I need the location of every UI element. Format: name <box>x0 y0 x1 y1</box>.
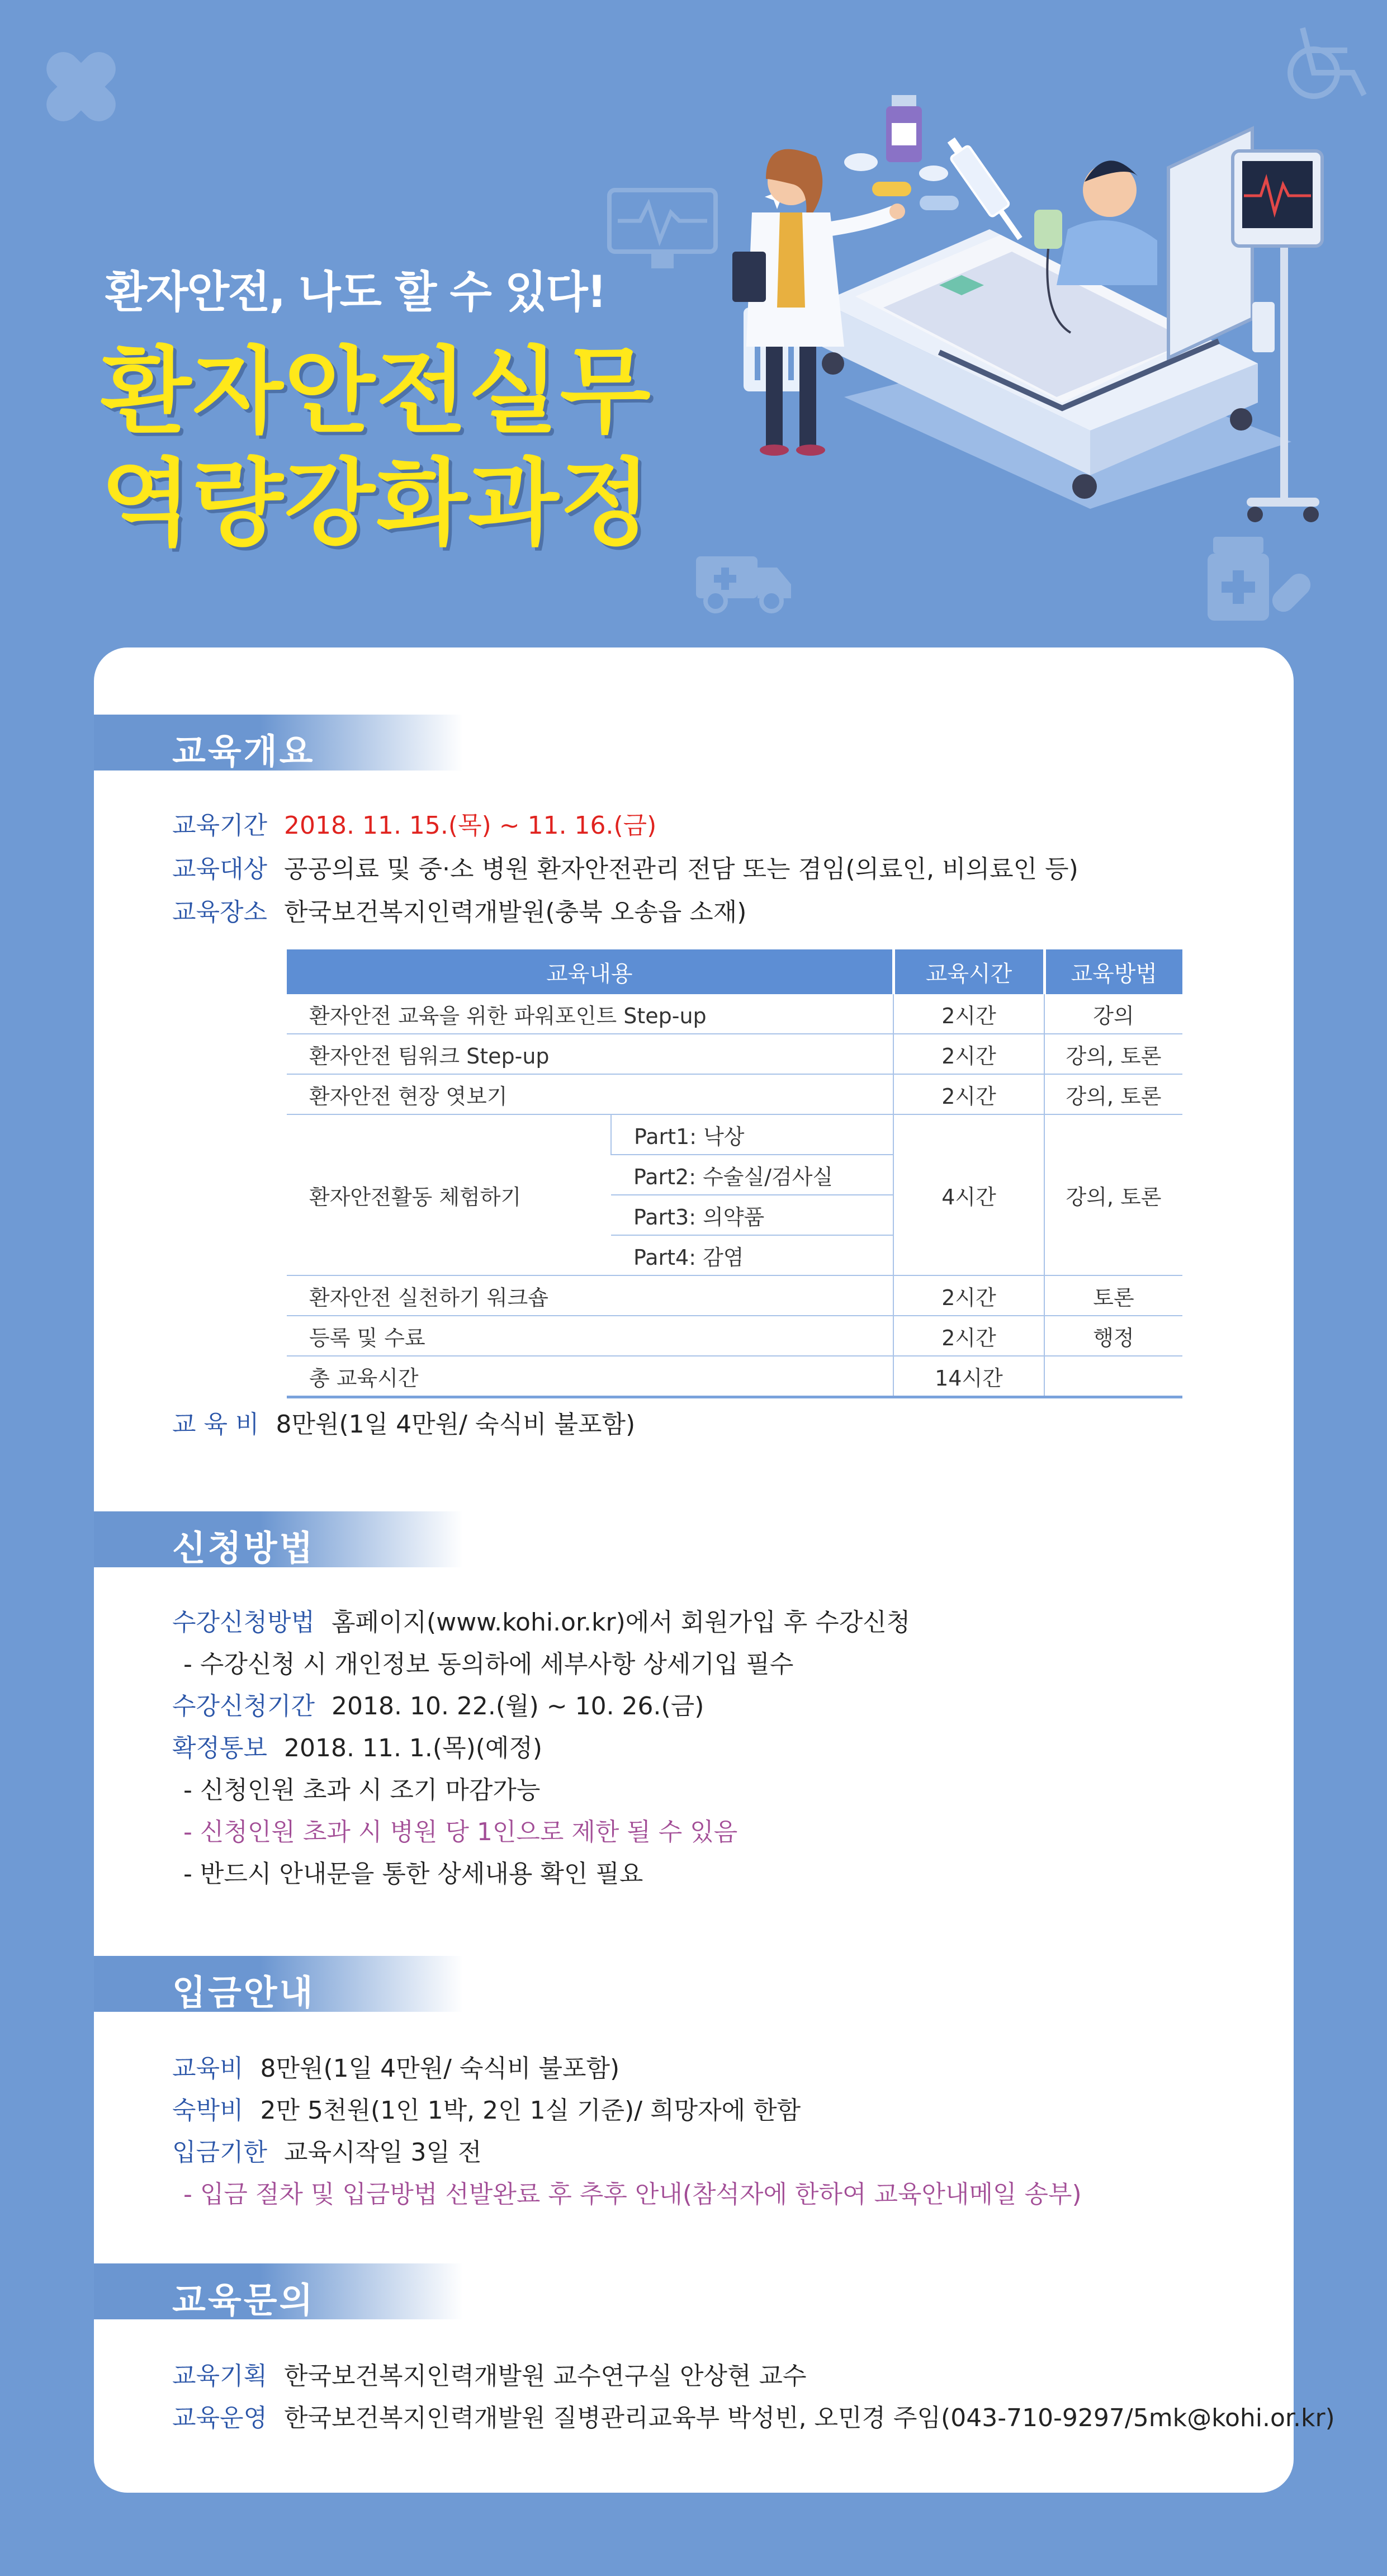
contact-ops: 교육운영 한국보건복지인력개발원 질병관리교육부 박성빈, 오민경 주임(043-710-9297/5mk@kohi.or.kr) <box>172 2404 1335 2432</box>
table-row: 환자안전활동 체험하기 Part1: 낙상 4시간 강의, 토론 <box>287 1114 1182 1155</box>
payment-deadline: 입금기한 교육시작일 3일 전 <box>172 2138 482 2167</box>
table-row: 환자안전 실천하기 워크숍 2시간 토론 <box>287 1275 1182 1316</box>
contact-plan: 교육기획 한국보건복지인력개발원 교수연구실 안상현 교수 <box>172 2362 807 2390</box>
event-title <box>101 335 652 559</box>
hospital-illustration <box>699 84 1331 542</box>
table-row: Part2: 수술실/검사실 <box>287 1155 1182 1195</box>
table-row: Part4: 감염 <box>287 1235 1182 1275</box>
period-value: 2018. 11. 15.(목) ~ 11. 16.(금) <box>284 811 657 840</box>
table-total-row: 총 교육시간 14시간 <box>287 1356 1182 1397</box>
apply-note-3: - 반드시 안내문을 통한 상세내용 확인 필요 <box>183 1860 643 1888</box>
apply-method: 수강신청방법 홈페이지(www.kohi.or.kr)에서 회원가입 후 수강신청 <box>172 1608 911 1637</box>
table-row: Part3: 의약품 <box>287 1195 1182 1235</box>
contact-heading: 교육문의 <box>94 2263 463 2319</box>
apply-period: 수강신청기간 2018. 10. 22.(월) ~ 10. 26.(금) <box>172 1692 704 1721</box>
payment-fee: 교육비 8만원(1일 4만원/ 숙식비 불포함) <box>172 2054 620 2083</box>
table-row: 환자안전 교육을 위한 파워포인트 Step-up 2시간 강의 <box>287 994 1182 1034</box>
apply-notice: 확정통보 2018. 11. 1.(목)(예정) <box>172 1734 543 1762</box>
table-row: 환자안전 현장 엿보기 2시간 강의, 토론 <box>287 1074 1182 1114</box>
payment-lodging: 숙박비 2만 5천원(1인 1박, 2인 1실 기준)/ 희망자에 한함 <box>172 2096 801 2125</box>
medicine-bottle-icon <box>1202 531 1314 626</box>
curriculum-table <box>287 949 1182 1398</box>
overview-place: 교육장소 한국보건복지인력개발원(충북 오송읍 소재) <box>172 898 747 927</box>
apply-heading: 신청방법 <box>94 1511 463 1567</box>
bandage-icon <box>34 39 129 134</box>
event-subtitle: 환자안전, 나도 할 수 있다! <box>105 267 606 318</box>
title-line-2: 역량강화과정 <box>101 448 652 558</box>
ambulance-icon <box>693 542 794 615</box>
apply-note-1: - 신청인원 초과 시 조기 마감가능 <box>183 1776 541 1804</box>
payment-heading: 입금안내 <box>94 1956 463 2012</box>
table-header-row: 교육내용 교육시간 교육방법 <box>287 949 1182 994</box>
overview-heading: 교육개요 <box>94 715 463 771</box>
overview-fee: 교 육 비 8만원(1일 4만원/ 숙식비 불포함) <box>172 1410 636 1439</box>
info-card <box>94 647 1335 2493</box>
apply-method-note: - 수강신청 시 개인정보 동의하에 세부사항 상세기입 필수 <box>183 1650 794 1679</box>
overview-period: 교육기간 2018. 11. 15.(목) ~ 11. 16.(금) <box>172 811 657 840</box>
overview-target: 교육대상 공공의료 및 중·소 병원 환자안전관리 전담 또는 겸임(의료인, 비의료인 등) <box>172 855 1078 883</box>
apply-note-2: - 신청인원 초과 시 병원 당 1인으로 제한 될 수 있음 <box>183 1818 738 1846</box>
table-row: 환자안전 팀워크 Step-up 2시간 강의, 토론 <box>287 1034 1182 1074</box>
payment-note: - 입금 절차 및 입금방법 선발완료 후 추후 안내(참석자에 한하여 교육안내메일 송부) <box>183 2180 1082 2209</box>
table-row: 등록 및 수료 2시간 행정 <box>287 1316 1182 1356</box>
title-line-1: 환자안전실무 <box>101 337 652 446</box>
